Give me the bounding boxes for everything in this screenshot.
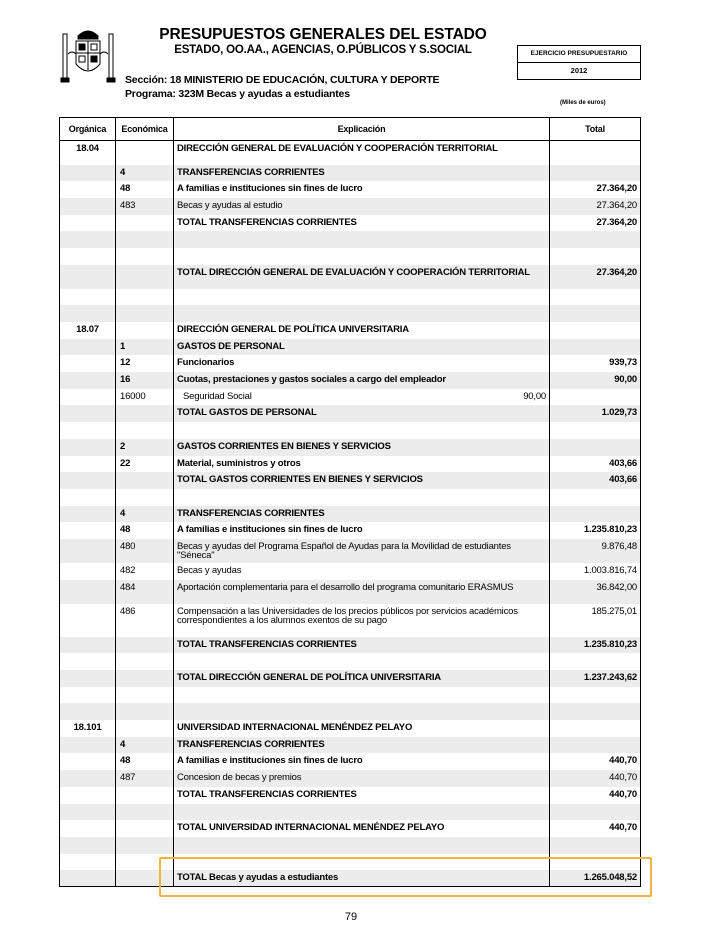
- table-row: [60, 322, 641, 339]
- budget-table: [59, 117, 641, 887]
- org-cell: [60, 870, 116, 887]
- eco-cell: 487: [116, 770, 174, 787]
- total-cell: [550, 165, 641, 182]
- org-cell: [60, 405, 116, 422]
- eco-cell: [116, 820, 174, 837]
- total-cell: [550, 439, 641, 456]
- explanation-cell: UNIVERSIDAD INTERNACIONAL MENÉNDEZ PELAYO: [174, 720, 550, 737]
- table-row: [60, 703, 641, 720]
- table-row: [60, 687, 641, 704]
- eco-cell: [116, 670, 174, 687]
- org-cell: [60, 522, 116, 539]
- explanation-cell: [174, 703, 550, 720]
- table-row: [60, 737, 641, 754]
- eco-cell: 48: [116, 753, 174, 770]
- eco-cell: 48: [116, 181, 174, 198]
- total-cell: [550, 737, 641, 754]
- explanation-cell: [174, 653, 550, 670]
- eco-cell: 22: [116, 456, 174, 473]
- total-cell: [550, 339, 641, 356]
- highlight-box: [159, 857, 652, 897]
- eco-cell: 16000: [116, 389, 174, 406]
- eco-cell: [116, 248, 174, 265]
- table-row: [60, 289, 641, 306]
- org-cell: [60, 165, 116, 182]
- explanation-cell: TOTAL GASTOS CORRIENTES EN BIENES Y SERVICIOS: [174, 472, 550, 489]
- org-cell: [60, 854, 116, 871]
- table-row: [60, 198, 641, 215]
- org-cell: [60, 305, 116, 322]
- total-cell: [550, 506, 641, 523]
- table-body: [60, 141, 641, 887]
- table-row: [60, 563, 641, 580]
- explanation-cell: [174, 389, 550, 406]
- total-cell: [550, 289, 641, 306]
- total-cell: 27.364,20: [550, 181, 641, 198]
- table-row: [60, 165, 641, 182]
- org-cell: 18.04: [60, 141, 116, 165]
- total-cell: 1.029,73: [550, 405, 641, 422]
- org-cell: [60, 837, 116, 854]
- eco-cell: 4: [116, 506, 174, 523]
- total-cell: 440,70: [550, 820, 641, 837]
- total-cell: 1.235.810,23: [550, 522, 641, 539]
- org-cell: [60, 215, 116, 232]
- eco-cell: [116, 265, 174, 289]
- explanation-cell: TOTAL UNIVERSIDAD INTERNACIONAL MENÉNDEZ PELAYO: [174, 820, 550, 837]
- total-cell: 1.003.816,74: [550, 563, 641, 580]
- table-row: [60, 670, 641, 687]
- org-cell: [60, 248, 116, 265]
- explanation-cell: Cuotas, prestaciones y gastos sociales a cargo del empleador: [174, 372, 550, 389]
- total-cell: [550, 389, 641, 406]
- eco-cell: [116, 305, 174, 322]
- table-row: [60, 770, 641, 787]
- page-number: 79: [344, 911, 358, 923]
- explanation-cell: [174, 248, 550, 265]
- org-cell: [60, 539, 116, 563]
- eco-cell: 483: [116, 198, 174, 215]
- coat-of-arms-logo: [60, 24, 116, 90]
- section-label: Sección: 18 MINISTERIO DE EDUCACIÓN, CULTURA Y DEPORTE: [125, 74, 440, 86]
- eco-cell: 2: [116, 439, 174, 456]
- total-cell: [550, 837, 641, 854]
- eco-cell: [116, 703, 174, 720]
- explanation-cell: TOTAL TRANSFERENCIAS CORRIENTES: [174, 637, 550, 654]
- table-row: [60, 248, 641, 265]
- explanation-cell: TRANSFERENCIAS CORRIENTES: [174, 506, 550, 523]
- table-row: [60, 422, 641, 439]
- explanation-cell: GASTOS CORRIENTES EN BIENES Y SERVICIOS: [174, 439, 550, 456]
- explanation-cell: [174, 289, 550, 306]
- explanation-text: Seguridad Social: [183, 390, 252, 402]
- eco-cell: [116, 472, 174, 489]
- table-row: [60, 820, 641, 837]
- table-header-row: [60, 118, 641, 141]
- eco-cell: 482: [116, 563, 174, 580]
- eco-cell: 484: [116, 580, 174, 604]
- fiscal-year-label: EJERCICIO PRESUPUESTARIO: [518, 46, 640, 63]
- org-cell: [60, 670, 116, 687]
- eco-cell: [116, 720, 174, 737]
- org-cell: [60, 439, 116, 456]
- table-row: [60, 265, 641, 289]
- org-cell: [60, 489, 116, 506]
- total-cell: [550, 141, 641, 165]
- table-row: [60, 804, 641, 821]
- explanation-cell: A familias e instituciones sin fines de lucro: [174, 522, 550, 539]
- table-row: [60, 637, 641, 654]
- units-note: (Miles de euros): [560, 100, 606, 106]
- column-header-economica: Económica: [116, 118, 174, 141]
- table-row: [60, 539, 641, 563]
- table-row: [60, 439, 641, 456]
- eco-cell: 12: [116, 355, 174, 372]
- total-cell: 440,70: [550, 787, 641, 804]
- table-row: [60, 355, 641, 372]
- explanation-cell: TOTAL GASTOS DE PERSONAL: [174, 405, 550, 422]
- total-cell: [550, 804, 641, 821]
- org-cell: [60, 389, 116, 406]
- explanation-cell: [174, 687, 550, 704]
- org-cell: 18.101: [60, 720, 116, 737]
- org-cell: [60, 265, 116, 289]
- column-header-organica: Orgánica: [60, 118, 116, 141]
- table-row: [60, 389, 641, 406]
- org-cell: [60, 456, 116, 473]
- org-cell: [60, 506, 116, 523]
- explanation-cell: Becas y ayudas del Programa Español de Ayudas para la Movilidad de estudiantes "Séneca": [174, 539, 550, 563]
- total-cell: [550, 687, 641, 704]
- total-cell: 1.265.048,52: [550, 870, 641, 887]
- total-cell: 9.876,48: [550, 539, 641, 563]
- total-cell: [550, 305, 641, 322]
- org-cell: [60, 753, 116, 770]
- eco-cell: 48: [116, 522, 174, 539]
- eco-cell: 480: [116, 539, 174, 563]
- org-cell: [60, 580, 116, 604]
- total-cell: 185.275,01: [550, 604, 641, 637]
- explanation-cell: TOTAL TRANSFERENCIAS CORRIENTES: [174, 787, 550, 804]
- document-title: PRESUPUESTOS GENERALES DEL ESTADO: [159, 26, 487, 43]
- org-cell: [60, 637, 116, 654]
- org-cell: [60, 181, 116, 198]
- org-cell: [60, 563, 116, 580]
- subtotal-value: 90,00: [523, 390, 546, 402]
- total-cell: 36.842,00: [550, 580, 641, 604]
- org-cell: [60, 653, 116, 670]
- program-label: Programa: 323M Becas y ayudas a estudiantes: [125, 88, 350, 100]
- eco-cell: [116, 405, 174, 422]
- total-cell: 403,66: [550, 472, 641, 489]
- table-row: [60, 604, 641, 637]
- eco-cell: [116, 289, 174, 306]
- table-row: [60, 181, 641, 198]
- org-cell: [60, 804, 116, 821]
- org-cell: [60, 289, 116, 306]
- eco-cell: [116, 637, 174, 654]
- eco-cell: [116, 422, 174, 439]
- explanation-cell: Funcionarios: [174, 355, 550, 372]
- table-row: [60, 506, 641, 523]
- org-cell: [60, 372, 116, 389]
- table-row: [60, 753, 641, 770]
- explanation-cell: DIRECCIÓN GENERAL DE EVALUACIÓN Y COOPERACIÓN TERRITORIAL: [174, 141, 550, 165]
- table-row: [60, 489, 641, 506]
- explanation-cell: A familias e instituciones sin fines de lucro: [174, 181, 550, 198]
- explanation-cell: Compensación a las Universidades de los precios públicos por servicios académicos correspondientes a los alumnos exentos de su pago: [174, 604, 550, 637]
- table-row: [60, 141, 641, 165]
- table-row: [60, 231, 641, 248]
- table-row: [60, 522, 641, 539]
- total-cell: 440,70: [550, 770, 641, 787]
- total-cell: [550, 231, 641, 248]
- total-cell: 27.364,20: [550, 265, 641, 289]
- fiscal-year-box: [517, 45, 641, 80]
- document-subtitle: ESTADO, OO.AA., AGENCIAS, O.PÚBLICOS Y S.SOCIAL: [174, 44, 472, 56]
- org-cell: [60, 339, 116, 356]
- total-cell: [550, 720, 641, 737]
- table-row: [60, 339, 641, 356]
- org-cell: [60, 703, 116, 720]
- eco-cell: 1: [116, 339, 174, 356]
- org-cell: [60, 604, 116, 637]
- org-cell: [60, 687, 116, 704]
- eco-cell: [116, 687, 174, 704]
- org-cell: [60, 198, 116, 215]
- explanation-cell: [174, 305, 550, 322]
- explanation-cell: Becas y ayudas: [174, 563, 550, 580]
- eco-cell: [116, 215, 174, 232]
- org-cell: [60, 737, 116, 754]
- eco-cell: [116, 804, 174, 821]
- total-cell: 939,73: [550, 355, 641, 372]
- explanation-cell: TRANSFERENCIAS CORRIENTES: [174, 737, 550, 754]
- explanation-cell: Material, suministros y otros: [174, 456, 550, 473]
- total-cell: [550, 422, 641, 439]
- total-cell: 1.235.810,23: [550, 637, 641, 654]
- total-cell: 90,00: [550, 372, 641, 389]
- explanation-cell: A familias e instituciones sin fines de lucro: [174, 753, 550, 770]
- table-row: [60, 305, 641, 322]
- org-cell: [60, 231, 116, 248]
- explanation-cell: [174, 231, 550, 248]
- total-cell: [550, 322, 641, 339]
- explanation-cell: DIRECCIÓN GENERAL DE POLÍTICA UNIVERSITARIA: [174, 322, 550, 339]
- eco-cell: [116, 837, 174, 854]
- explanation-cell: GASTOS DE PERSONAL: [174, 339, 550, 356]
- table-row: [60, 405, 641, 422]
- explanation-cell: [174, 837, 550, 854]
- explanation-cell: TOTAL DIRECCIÓN GENERAL DE POLÍTICA UNIVERSITARIA: [174, 670, 550, 687]
- table-row: [60, 215, 641, 232]
- org-cell: [60, 787, 116, 804]
- explanation-cell: [174, 804, 550, 821]
- table-row: [60, 720, 641, 737]
- total-cell: 440,70: [550, 753, 641, 770]
- eco-cell: 16: [116, 372, 174, 389]
- total-cell: [550, 248, 641, 265]
- explanation-cell: Becas y ayudas al estudio: [174, 198, 550, 215]
- org-cell: [60, 472, 116, 489]
- total-cell: 27.364,20: [550, 215, 641, 232]
- explanation-cell: Concesion de becas y premios: [174, 770, 550, 787]
- explanation-cell: [174, 489, 550, 506]
- eco-cell: 486: [116, 604, 174, 637]
- explanation-cell: TRANSFERENCIAS CORRIENTES: [174, 165, 550, 182]
- eco-cell: [116, 231, 174, 248]
- column-header-explicacion: Explicación: [174, 118, 550, 141]
- eco-cell: [116, 653, 174, 670]
- eco-cell: [116, 787, 174, 804]
- table-row: [60, 653, 641, 670]
- eco-cell: 4: [116, 737, 174, 754]
- eco-cell: [116, 322, 174, 339]
- explanation-cell: [174, 422, 550, 439]
- table-row: [60, 787, 641, 804]
- table-row: [60, 372, 641, 389]
- org-cell: 18.07: [60, 322, 116, 339]
- eco-cell: 4: [116, 165, 174, 182]
- total-cell: 403,66: [550, 456, 641, 473]
- table-row: [60, 837, 641, 854]
- org-cell: [60, 355, 116, 372]
- explanation-cell: TOTAL TRANSFERENCIAS CORRIENTES: [174, 215, 550, 232]
- org-cell: [60, 770, 116, 787]
- total-cell: 1.237.243,62: [550, 670, 641, 687]
- org-cell: [60, 422, 116, 439]
- eco-cell: [116, 141, 174, 165]
- total-cell: [550, 489, 641, 506]
- explanation-cell: Aportación complementaria para el desarrollo del programa comunitario ERASMUS: [174, 580, 550, 604]
- total-cell: [550, 703, 641, 720]
- org-cell: [60, 820, 116, 837]
- table-row: [60, 472, 641, 489]
- table-row: [60, 456, 641, 473]
- fiscal-year-value: 2012: [570, 66, 588, 75]
- explanation-cell: TOTAL DIRECCIÓN GENERAL DE EVALUACIÓN Y COOPERACIÓN TERRITORIAL: [174, 265, 550, 289]
- eco-cell: [116, 489, 174, 506]
- total-cell: 27.364,20: [550, 198, 641, 215]
- explanation-cell: TOTAL Becas y ayudas a estudiantes: [174, 870, 550, 887]
- total-cell: [550, 653, 641, 670]
- column-header-total: Total: [550, 118, 641, 141]
- table-row: [60, 580, 641, 604]
